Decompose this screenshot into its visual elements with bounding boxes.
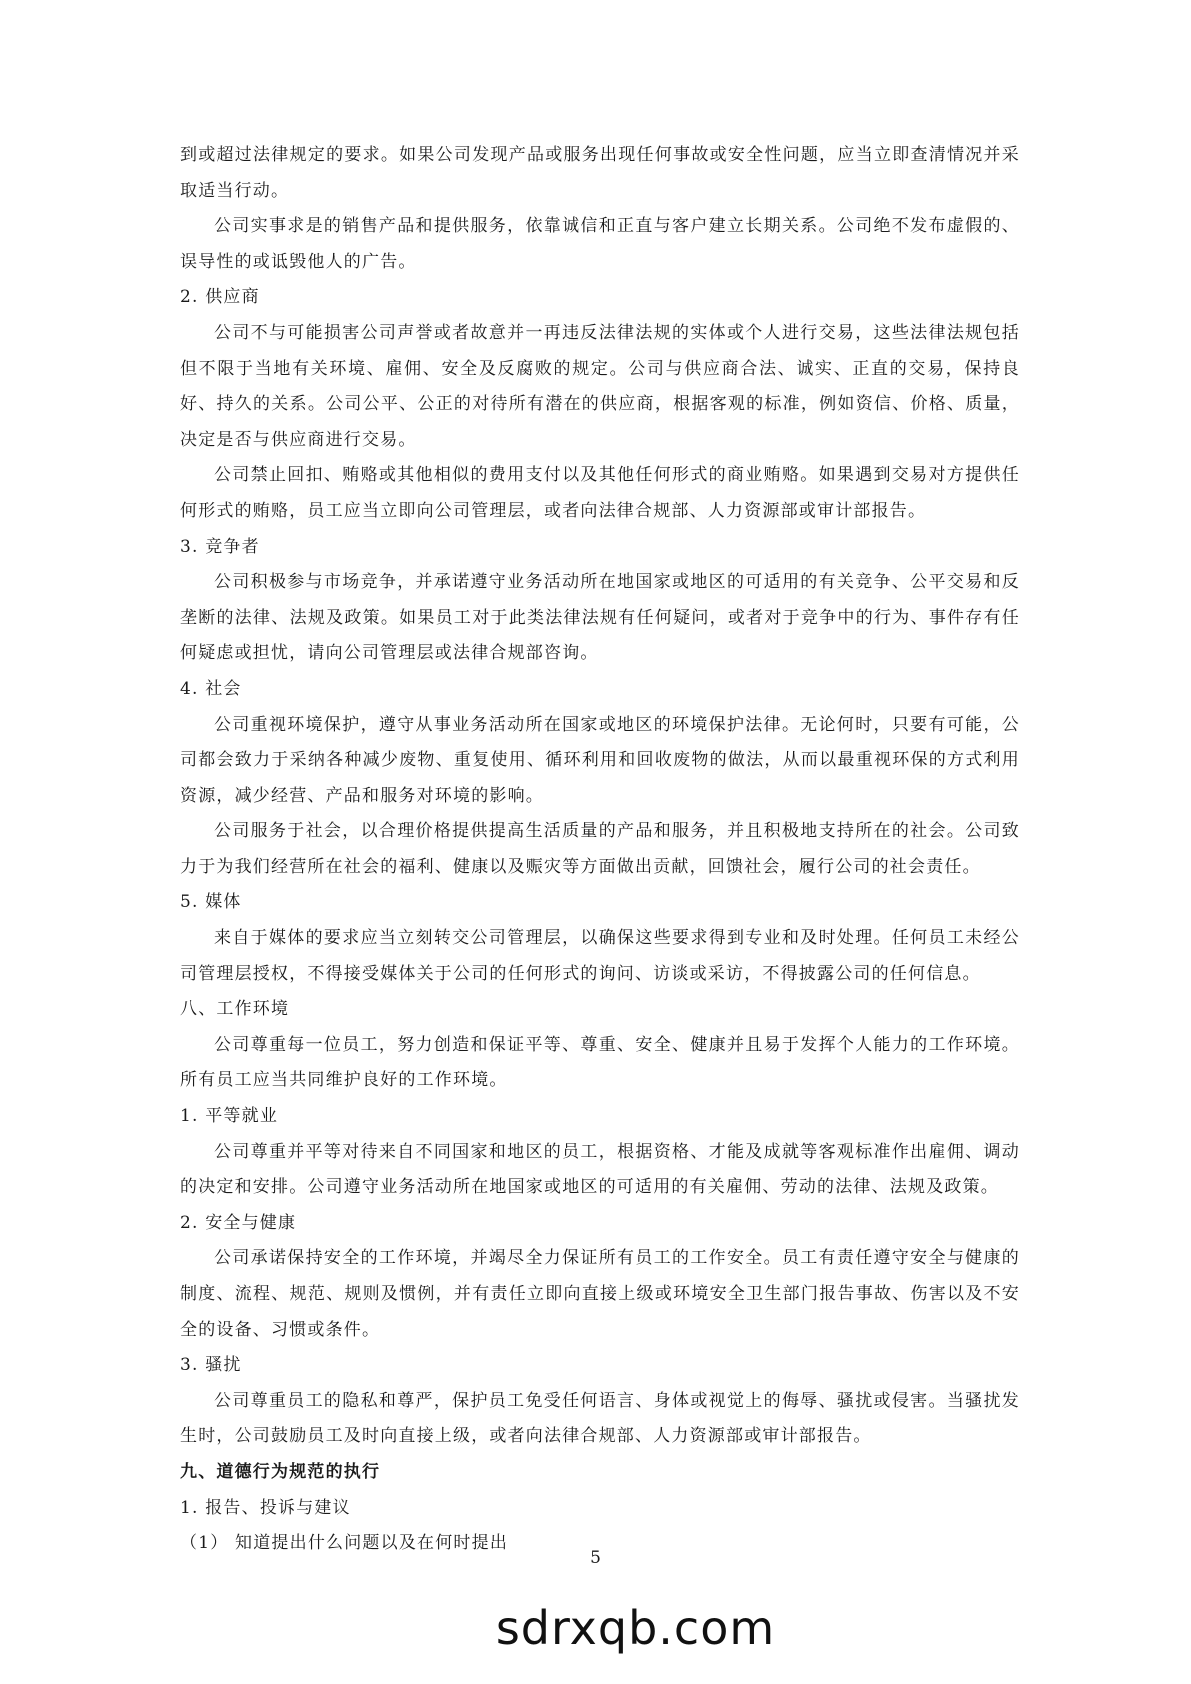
subsection-heading: 4. 社会	[180, 678, 242, 699]
subsection-heading: 3. 骚扰	[180, 1355, 242, 1376]
subsection-heading: 3. 竞争者	[180, 536, 260, 557]
subsection-heading: 八、工作环境	[180, 999, 290, 1020]
paragraph: 公司尊重每一位员工，努力创造和保证平等、尊重、安全、健康并且易于发挥个人能力的工作环境。所有员工应当共同维护良好的工作环境。	[180, 1034, 1020, 1091]
subsection-heading: 1. 平等就业	[180, 1106, 279, 1127]
paragraph: 来自于媒体的要求应当立刻转交公司管理层，以确保这些要求得到专业和及时处理。任何员工未经公司管理层授权，不得接受媒体关于公司的任何形式的询问、访谈或采访，不得披露公司的任何信息。	[180, 928, 1020, 984]
paragraph: 公司尊重并平等对待来自不同国家和地区的员工，根据资格、才能及成就等客观标准作出雇佣、调动的决定和安排。公司遵守业务活动所在地国家或地区的可适用的有关雇佣、劳动的法律、法规及政策。	[180, 1141, 1020, 1198]
subsection-heading: 2. 供应商	[180, 287, 260, 308]
paragraph: 公司服务于社会，以合理价格提供提高生活质量的产品和服务，并且积极地支持所在的社会。公司致力于为我们经营所在社会的福利、健康以及赈灾等方面做出贡献，回馈社会，履行公司的社会责任。	[180, 821, 1020, 877]
paragraph: 公司尊重员工的隐私和尊严，保护员工免受任何语言、身体或视觉上的侮辱、骚扰或侵害。当骚扰发生时，公司鼓励员工及时向直接上级，或者向法律合规部、人力资源部或审计部报告。	[180, 1390, 1020, 1447]
paragraph: 公司积极参与市场竞争，并承诺遵守业务活动所在地国家或地区的可适用的有关竞争、公平交易和反垄断的法律、法规及政策。如果员工对于此类法律法规有任何疑问，或者对于竞争中的行为、事件存有任何疑虑或担忧，请向公司管理层或法律合规部咨询。	[180, 572, 1020, 664]
subsection-heading: 1. 报告、投诉与建议	[180, 1497, 351, 1518]
paragraph: 公司实事求是的销售产品和提供服务，依靠诚信和正直与客户建立长期关系。公司绝不发布虚假的、误导性的或诋毁他人的广告。	[180, 216, 1020, 272]
subsection-heading: 5. 媒体	[180, 892, 242, 913]
paragraph: 公司重视环境保护，遵守从事业务活动所在国家或地区的环境保护法律。无论何时，只要有可能，公司都会致力于采纳各种减少废物、重复使用、循环利用和回收废物的做法，从而以最重视环保的方式利用资源，减少经营、产品和服务对环境的影响。	[180, 714, 1020, 806]
page-number: 5	[590, 1548, 601, 1568]
document-body	[180, 138, 1020, 1562]
subsection-heading: 2. 安全与健康	[180, 1212, 297, 1233]
section-heading: 九、道德行为规范的执行	[180, 1461, 381, 1482]
paragraph: 公司禁止回扣、贿赂或其他相似的费用支付以及其他任何形式的商业贿赂。如果遇到交易对方提供任何形式的贿赂，员工应当立即向公司管理层，或者向法律合规部、人力资源部或审计部报告。	[180, 465, 1020, 521]
paragraph: 公司不与可能损害公司声誉或者故意并一再违反法律法规的实体或个人进行交易，这些法律法规包括但不限于当地有关环境、雇佣、安全及反腐败的规定。公司与供应商合法、诚实、正直的交易，保持良好、持久的关系。公司公平、公正的对待所有潜在的供应商，根据客观的标准，例如资信、价格、质量，决定是否与供应商进行交易。	[180, 322, 1020, 450]
paragraph: 公司承诺保持安全的工作环境，并竭尽全力保证所有员工的工作安全。员工有责任遵守安全与健康的制度、流程、规范、规则及惯例，并有责任立即向直接上级或环境安全卫生部门报告事故、伤害以及不安全的设备、习惯或条件。	[180, 1248, 1020, 1340]
subsection-heading: （1） 知道提出什么问题以及在何时提出	[180, 1533, 509, 1554]
paragraph: 到或超过法律规定的要求。如果公司发现产品或服务出现任何事故或安全性问题，应当立即查清情况并采取适当行动。	[180, 145, 1020, 201]
watermark-text: sdrxqb.com	[495, 1601, 776, 1655]
